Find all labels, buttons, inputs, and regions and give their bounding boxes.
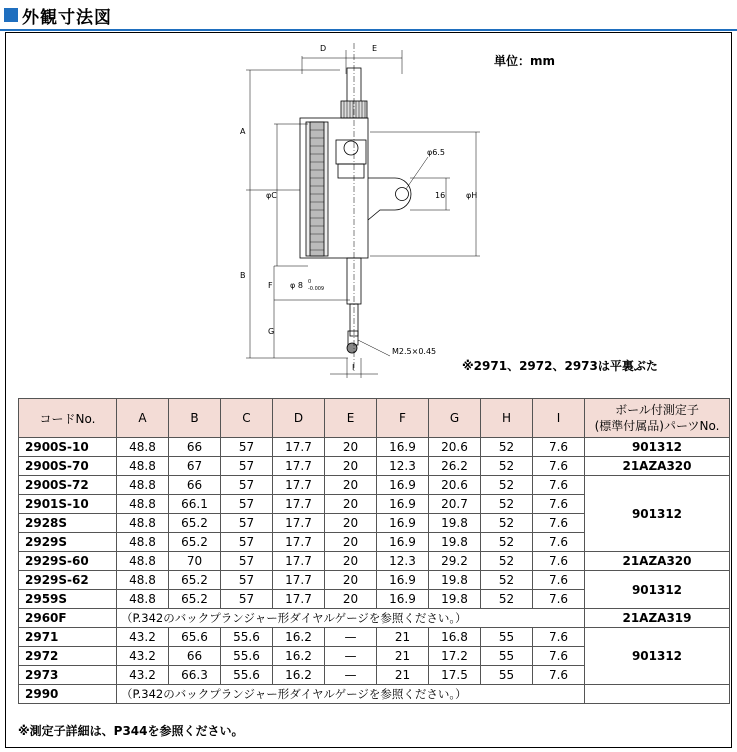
cell-code: 2971 (19, 628, 117, 647)
cell-F: 21 (377, 647, 429, 666)
cell-D: 17.7 (273, 457, 325, 476)
cell-H: 52 (481, 457, 533, 476)
cell-code: 2973 (19, 666, 117, 685)
cell-I: 7.6 (533, 457, 585, 476)
header-rule (0, 29, 737, 31)
cell-B: 66 (169, 476, 221, 495)
cell-I: 7.6 (533, 647, 585, 666)
header-part-line2: (標準付属品)パーツNo. (594, 419, 720, 433)
cell-B: 65.6 (169, 628, 221, 647)
cell-E: — (325, 666, 377, 685)
cell-G: 29.2 (429, 552, 481, 571)
cell-A: 43.2 (117, 647, 169, 666)
cell-code: 2900S-70 (19, 457, 117, 476)
cell-I: 7.6 (533, 552, 585, 571)
label-thread: M2.5×0.45 (392, 347, 437, 356)
cell-G: 19.8 (429, 590, 481, 609)
cell-B: 66.1 (169, 495, 221, 514)
cell-E: 20 (325, 552, 377, 571)
cell-I: 7.6 (533, 533, 585, 552)
cell-E: 20 (325, 457, 377, 476)
cell-H: 52 (481, 476, 533, 495)
cell-H: 52 (481, 571, 533, 590)
header-I: I (533, 399, 585, 438)
cell-part: 21AZA320 (585, 457, 730, 476)
cell-G: 20.6 (429, 476, 481, 495)
cell-I: 7.6 (533, 476, 585, 495)
cell-D: 17.7 (273, 438, 325, 457)
header-H: H (481, 399, 533, 438)
cell-I: 7.6 (533, 514, 585, 533)
cell-G: 19.8 (429, 514, 481, 533)
cell-code: 2959S (19, 590, 117, 609)
cell-B: 70 (169, 552, 221, 571)
label-C: φC (266, 191, 277, 200)
cell-B: 65.2 (169, 533, 221, 552)
cell-G: 17.5 (429, 666, 481, 685)
header-G: G (429, 399, 481, 438)
table-row (19, 609, 730, 628)
table-row (19, 476, 730, 495)
header-E: E (325, 399, 377, 438)
cell-note: （P.342のバックプランジャー形ダイヤルゲージを参照ください。） (117, 609, 585, 628)
cell-D: 17.7 (273, 590, 325, 609)
cell-H: 55 (481, 666, 533, 685)
dimension-drawing (230, 38, 480, 383)
cell-C: 55.6 (221, 666, 273, 685)
cell-D: 17.7 (273, 514, 325, 533)
cell-D: 17.7 (273, 571, 325, 590)
header-F: F (377, 399, 429, 438)
cell-D: 17.7 (273, 476, 325, 495)
header-part-line1: ボール付測定子 (615, 403, 699, 417)
cell-B: 65.2 (169, 514, 221, 533)
header-code: コードNo. (19, 399, 117, 438)
cell-E: 20 (325, 514, 377, 533)
table-row (19, 552, 730, 571)
table-header-row (19, 399, 730, 438)
cell-C: 55.6 (221, 647, 273, 666)
header-D: D (273, 399, 325, 438)
cell-E: 20 (325, 476, 377, 495)
label-F: F (268, 281, 273, 290)
cell-E: — (325, 628, 377, 647)
cell-code: 2960F (19, 609, 117, 628)
header-A: A (117, 399, 169, 438)
cell-code: 2928S (19, 514, 117, 533)
cell-H: 52 (481, 533, 533, 552)
label-B: B (240, 271, 246, 280)
cell-A: 43.2 (117, 628, 169, 647)
cell-H: 52 (481, 590, 533, 609)
header-part-no (585, 399, 730, 438)
cell-F: 16.9 (377, 571, 429, 590)
label-D: D (320, 44, 327, 53)
cell-C: 57 (221, 533, 273, 552)
cell-A: 48.8 (117, 457, 169, 476)
cell-C: 57 (221, 590, 273, 609)
section-title: 外観寸法図 (22, 7, 112, 28)
cell-F: 12.3 (377, 552, 429, 571)
cell-F: 16.9 (377, 590, 429, 609)
cell-F: 16.9 (377, 438, 429, 457)
label-G: G (268, 327, 275, 336)
cell-F: 12.3 (377, 457, 429, 476)
label-phi65: φ6.5 (427, 148, 445, 157)
table-row (19, 457, 730, 476)
cell-A: 48.8 (117, 514, 169, 533)
cell-code: 2929S (19, 533, 117, 552)
cell-A: 48.8 (117, 476, 169, 495)
cell-F: 21 (377, 628, 429, 647)
cell-A: 48.8 (117, 552, 169, 571)
cell-G: 20.6 (429, 438, 481, 457)
cell-E: 20 (325, 495, 377, 514)
cell-E: — (325, 647, 377, 666)
table-row (19, 571, 730, 590)
cell-C: 57 (221, 514, 273, 533)
cell-I: 7.6 (533, 438, 585, 457)
cell-code: 2929S-60 (19, 552, 117, 571)
blue-square-icon (4, 8, 18, 22)
cell-B: 66 (169, 438, 221, 457)
table-row (19, 628, 730, 647)
cell-part-empty (585, 685, 730, 704)
cell-code: 2900S-10 (19, 438, 117, 457)
cell-H: 55 (481, 628, 533, 647)
label-I: I (352, 363, 355, 372)
dimension-table (18, 398, 730, 704)
cell-part: 21AZA319 (585, 609, 730, 628)
cell-E: 20 (325, 533, 377, 552)
cell-C: 57 (221, 476, 273, 495)
back-cover-note: ※2971、2972、2973は平裏ぶた (462, 359, 658, 373)
cell-D: 17.7 (273, 495, 325, 514)
cell-part: 901312 (585, 571, 730, 609)
cell-A: 48.8 (117, 571, 169, 590)
cell-code: 2901S-10 (19, 495, 117, 514)
section-header (4, 2, 112, 28)
cell-code: 2972 (19, 647, 117, 666)
cell-B: 66.3 (169, 666, 221, 685)
cell-F: 16.9 (377, 476, 429, 495)
unit-label: 単位：mm (494, 54, 556, 68)
cell-H: 55 (481, 647, 533, 666)
label-phi8: φ 8 (290, 281, 303, 290)
cell-G: 19.8 (429, 571, 481, 590)
cell-I: 7.6 (533, 628, 585, 647)
cell-D: 16.2 (273, 628, 325, 647)
cell-G: 20.7 (429, 495, 481, 514)
table-row (19, 438, 730, 457)
cell-A: 43.2 (117, 666, 169, 685)
cell-G: 16.8 (429, 628, 481, 647)
label-16: 16 (435, 191, 446, 200)
cell-C: 57 (221, 552, 273, 571)
cell-A: 48.8 (117, 590, 169, 609)
cell-C: 57 (221, 438, 273, 457)
label-phi8-tol-upper: 0 (308, 279, 312, 285)
cell-code: 2929S-62 (19, 571, 117, 590)
cell-C: 55.6 (221, 628, 273, 647)
cell-part: 21AZA320 (585, 552, 730, 571)
cell-I: 7.6 (533, 571, 585, 590)
label-E: E (372, 44, 378, 53)
cell-G: 26.2 (429, 457, 481, 476)
cell-F: 16.9 (377, 514, 429, 533)
cell-G: 17.2 (429, 647, 481, 666)
cell-B: 65.2 (169, 571, 221, 590)
cell-H: 52 (481, 514, 533, 533)
cell-note: （P.342のバックプランジャー形ダイヤルゲージを参照ください。） (117, 685, 585, 704)
cell-E: 20 (325, 571, 377, 590)
cell-F: 16.9 (377, 533, 429, 552)
label-H: φH (466, 191, 478, 200)
cell-B: 65.2 (169, 590, 221, 609)
cell-F: 16.9 (377, 495, 429, 514)
cell-G: 19.8 (429, 533, 481, 552)
label-phi8-tol-lower: -0.009 (308, 286, 325, 292)
cell-D: 17.7 (273, 533, 325, 552)
cell-A: 48.8 (117, 533, 169, 552)
cell-part: 901312 (585, 476, 730, 552)
cell-D: 16.2 (273, 647, 325, 666)
cell-E: 20 (325, 438, 377, 457)
cell-C: 57 (221, 495, 273, 514)
cell-F: 21 (377, 666, 429, 685)
cell-B: 67 (169, 457, 221, 476)
cell-code: 2990 (19, 685, 117, 704)
cell-D: 17.7 (273, 552, 325, 571)
cell-part: 901312 (585, 438, 730, 457)
cell-C: 57 (221, 457, 273, 476)
footnote: ※測定子詳細は、P344を参照ください。 (18, 724, 244, 738)
cell-code: 2900S-72 (19, 476, 117, 495)
header-B: B (169, 399, 221, 438)
cell-H: 52 (481, 438, 533, 457)
cell-E: 20 (325, 590, 377, 609)
cell-I: 7.6 (533, 666, 585, 685)
cell-C: 57 (221, 571, 273, 590)
cell-B: 66 (169, 647, 221, 666)
cell-A: 48.8 (117, 495, 169, 514)
cell-H: 52 (481, 552, 533, 571)
cell-H: 52 (481, 495, 533, 514)
table-row (19, 685, 730, 704)
cell-A: 48.8 (117, 438, 169, 457)
cell-D: 16.2 (273, 666, 325, 685)
header-C: C (221, 399, 273, 438)
cell-I: 7.6 (533, 495, 585, 514)
cell-part: 901312 (585, 628, 730, 685)
label-A: A (240, 127, 246, 136)
cell-I: 7.6 (533, 590, 585, 609)
